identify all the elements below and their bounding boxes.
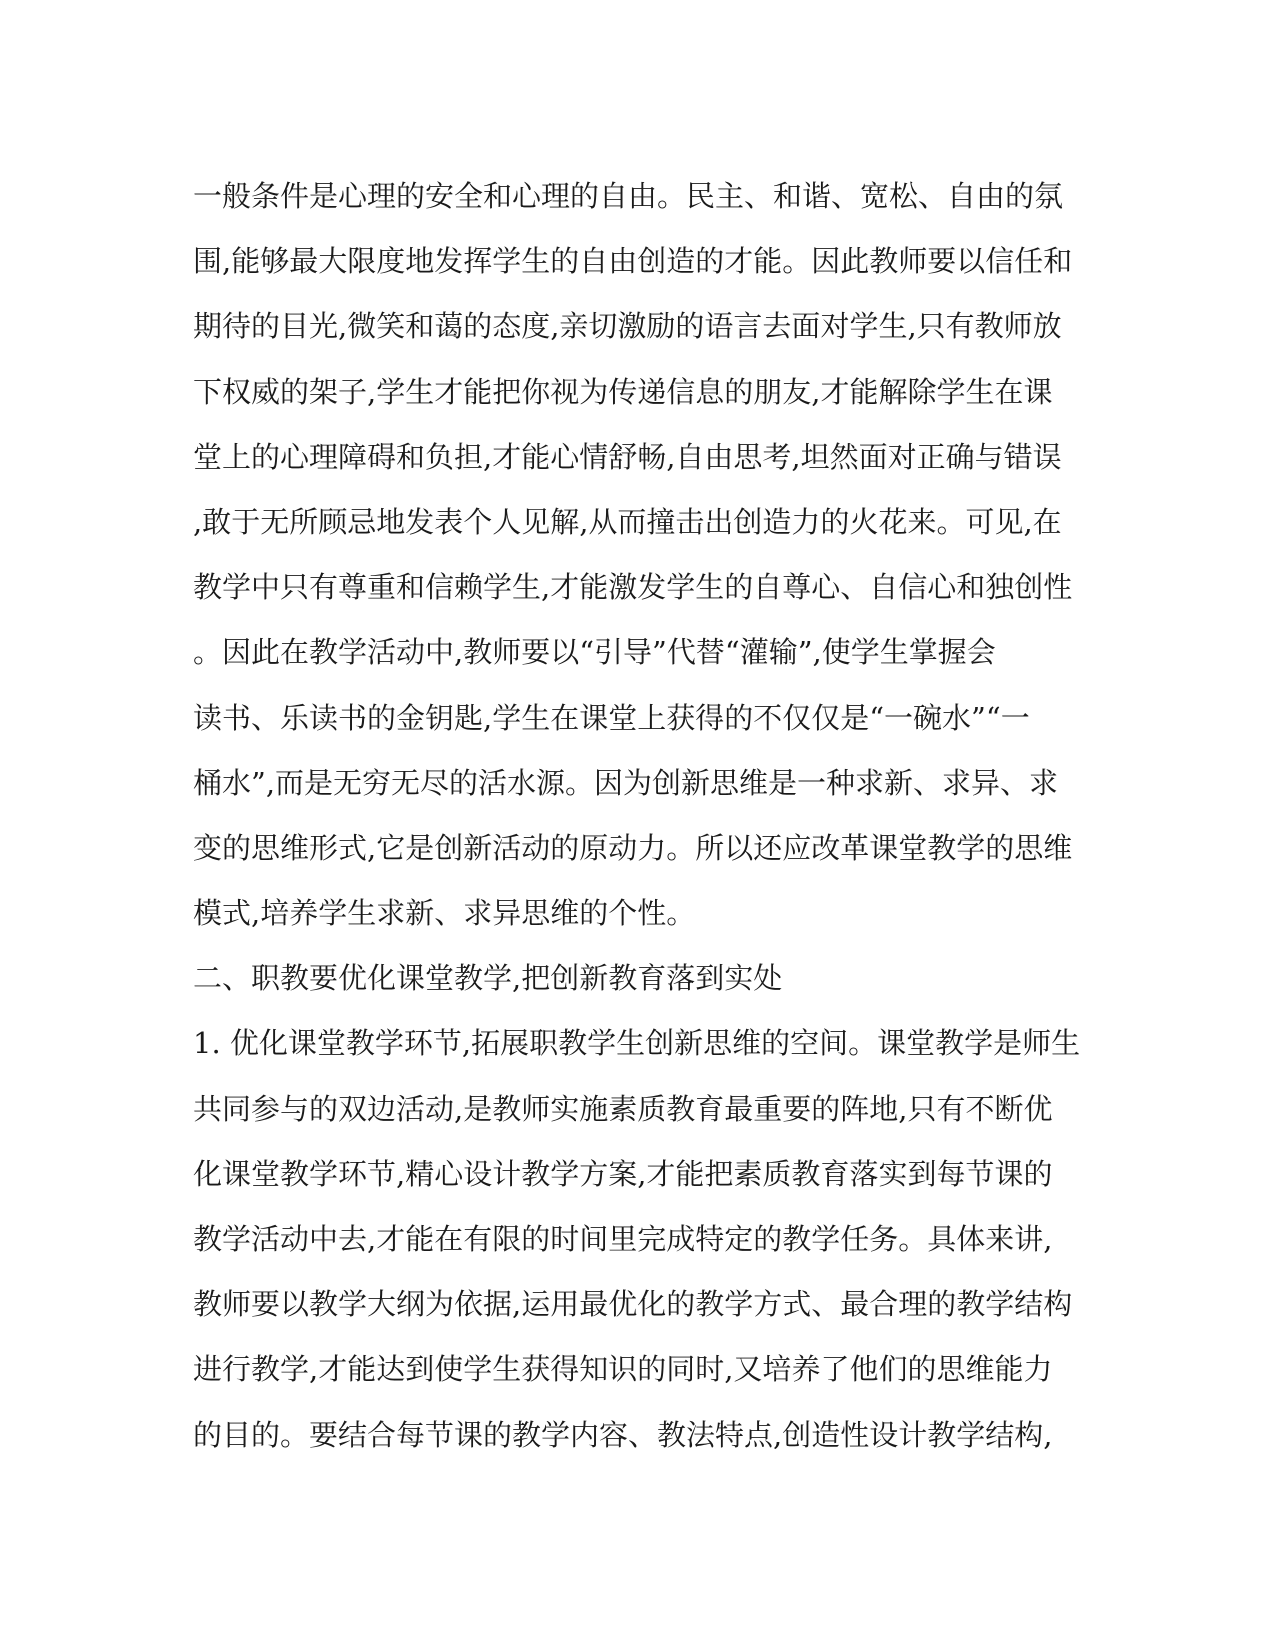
- text-line: 教学中只有尊重和信赖学生,才能激发学生的自尊心、自信心和独创性: [193, 570, 1073, 605]
- text-line: ,敢于无所顾忌地发表个人见解,从而撞击出创造力的火花来。可见,在: [193, 504, 1062, 539]
- text-line: 1. 优化课堂教学环节,拓展职教学生创新思维的空间。课堂教学是师生: [193, 1026, 1081, 1061]
- text-line: 一般条件是心理的安全和心理的自由。民主、和谐、宽松、自由的氛: [193, 179, 1064, 213]
- section-heading: 二、职教要优化课堂教学,把创新教育落到实处: [193, 961, 783, 996]
- text-line: 读书、乐读书的金钥匙,学生在课堂上获得的不仅仅是“一碗水”“一: [193, 700, 1030, 735]
- text-line: 进行教学,才能达到使学生获得知识的同时,又培养了他们的思维能力: [193, 1352, 1053, 1387]
- text-line: 期待的目光,微笑和蔼的态度,亲切激励的语言去面对学生,只有教师放: [193, 309, 1062, 344]
- text-line: 。因此在教学活动中,教师要以“引导”代替“灌输”,使学生掌握会: [193, 635, 996, 670]
- body-text: [193, 164, 1093, 1468]
- text-line: 桶水”,而是无穷无尽的活水源。因为创新思维是一种求新、求异、求: [193, 765, 1059, 800]
- text-line: 堂上的心理障碍和负担,才能心情舒畅,自由思考,坦然面对正确与错误: [193, 439, 1062, 474]
- text-line: 模式,培养学生求新、求异思维的个性。: [193, 896, 696, 931]
- text-line: 下权威的架子,学生才能把你视为传递信息的朋友,才能解除学生在课: [193, 374, 1053, 409]
- text-line: 共同参与的双边活动,是教师实施素质教育最重要的阵地,只有不断优: [193, 1091, 1053, 1126]
- text-line: 教师要以教学大纲为依据,运用最优化的教学方式、最合理的教学结构: [193, 1287, 1073, 1322]
- text-line: 化课堂教学环节,精心设计教学方案,才能把素质教育落实到每节课的: [193, 1156, 1053, 1191]
- text-line: 的目的。要结合每节课的教学内容、教法特点,创造性设计教学结构,: [193, 1417, 1053, 1452]
- text-line: 教学活动中去,才能在有限的时间里完成特定的教学任务。具体来讲,: [193, 1222, 1053, 1256]
- text-line: 变的思维形式,它是创新活动的原动力。所以还应改革课堂教学的思维: [193, 830, 1073, 865]
- text-line: 围,能够最大限度地发挥学生的自由创造的才能。因此教师要以信任和: [193, 244, 1073, 279]
